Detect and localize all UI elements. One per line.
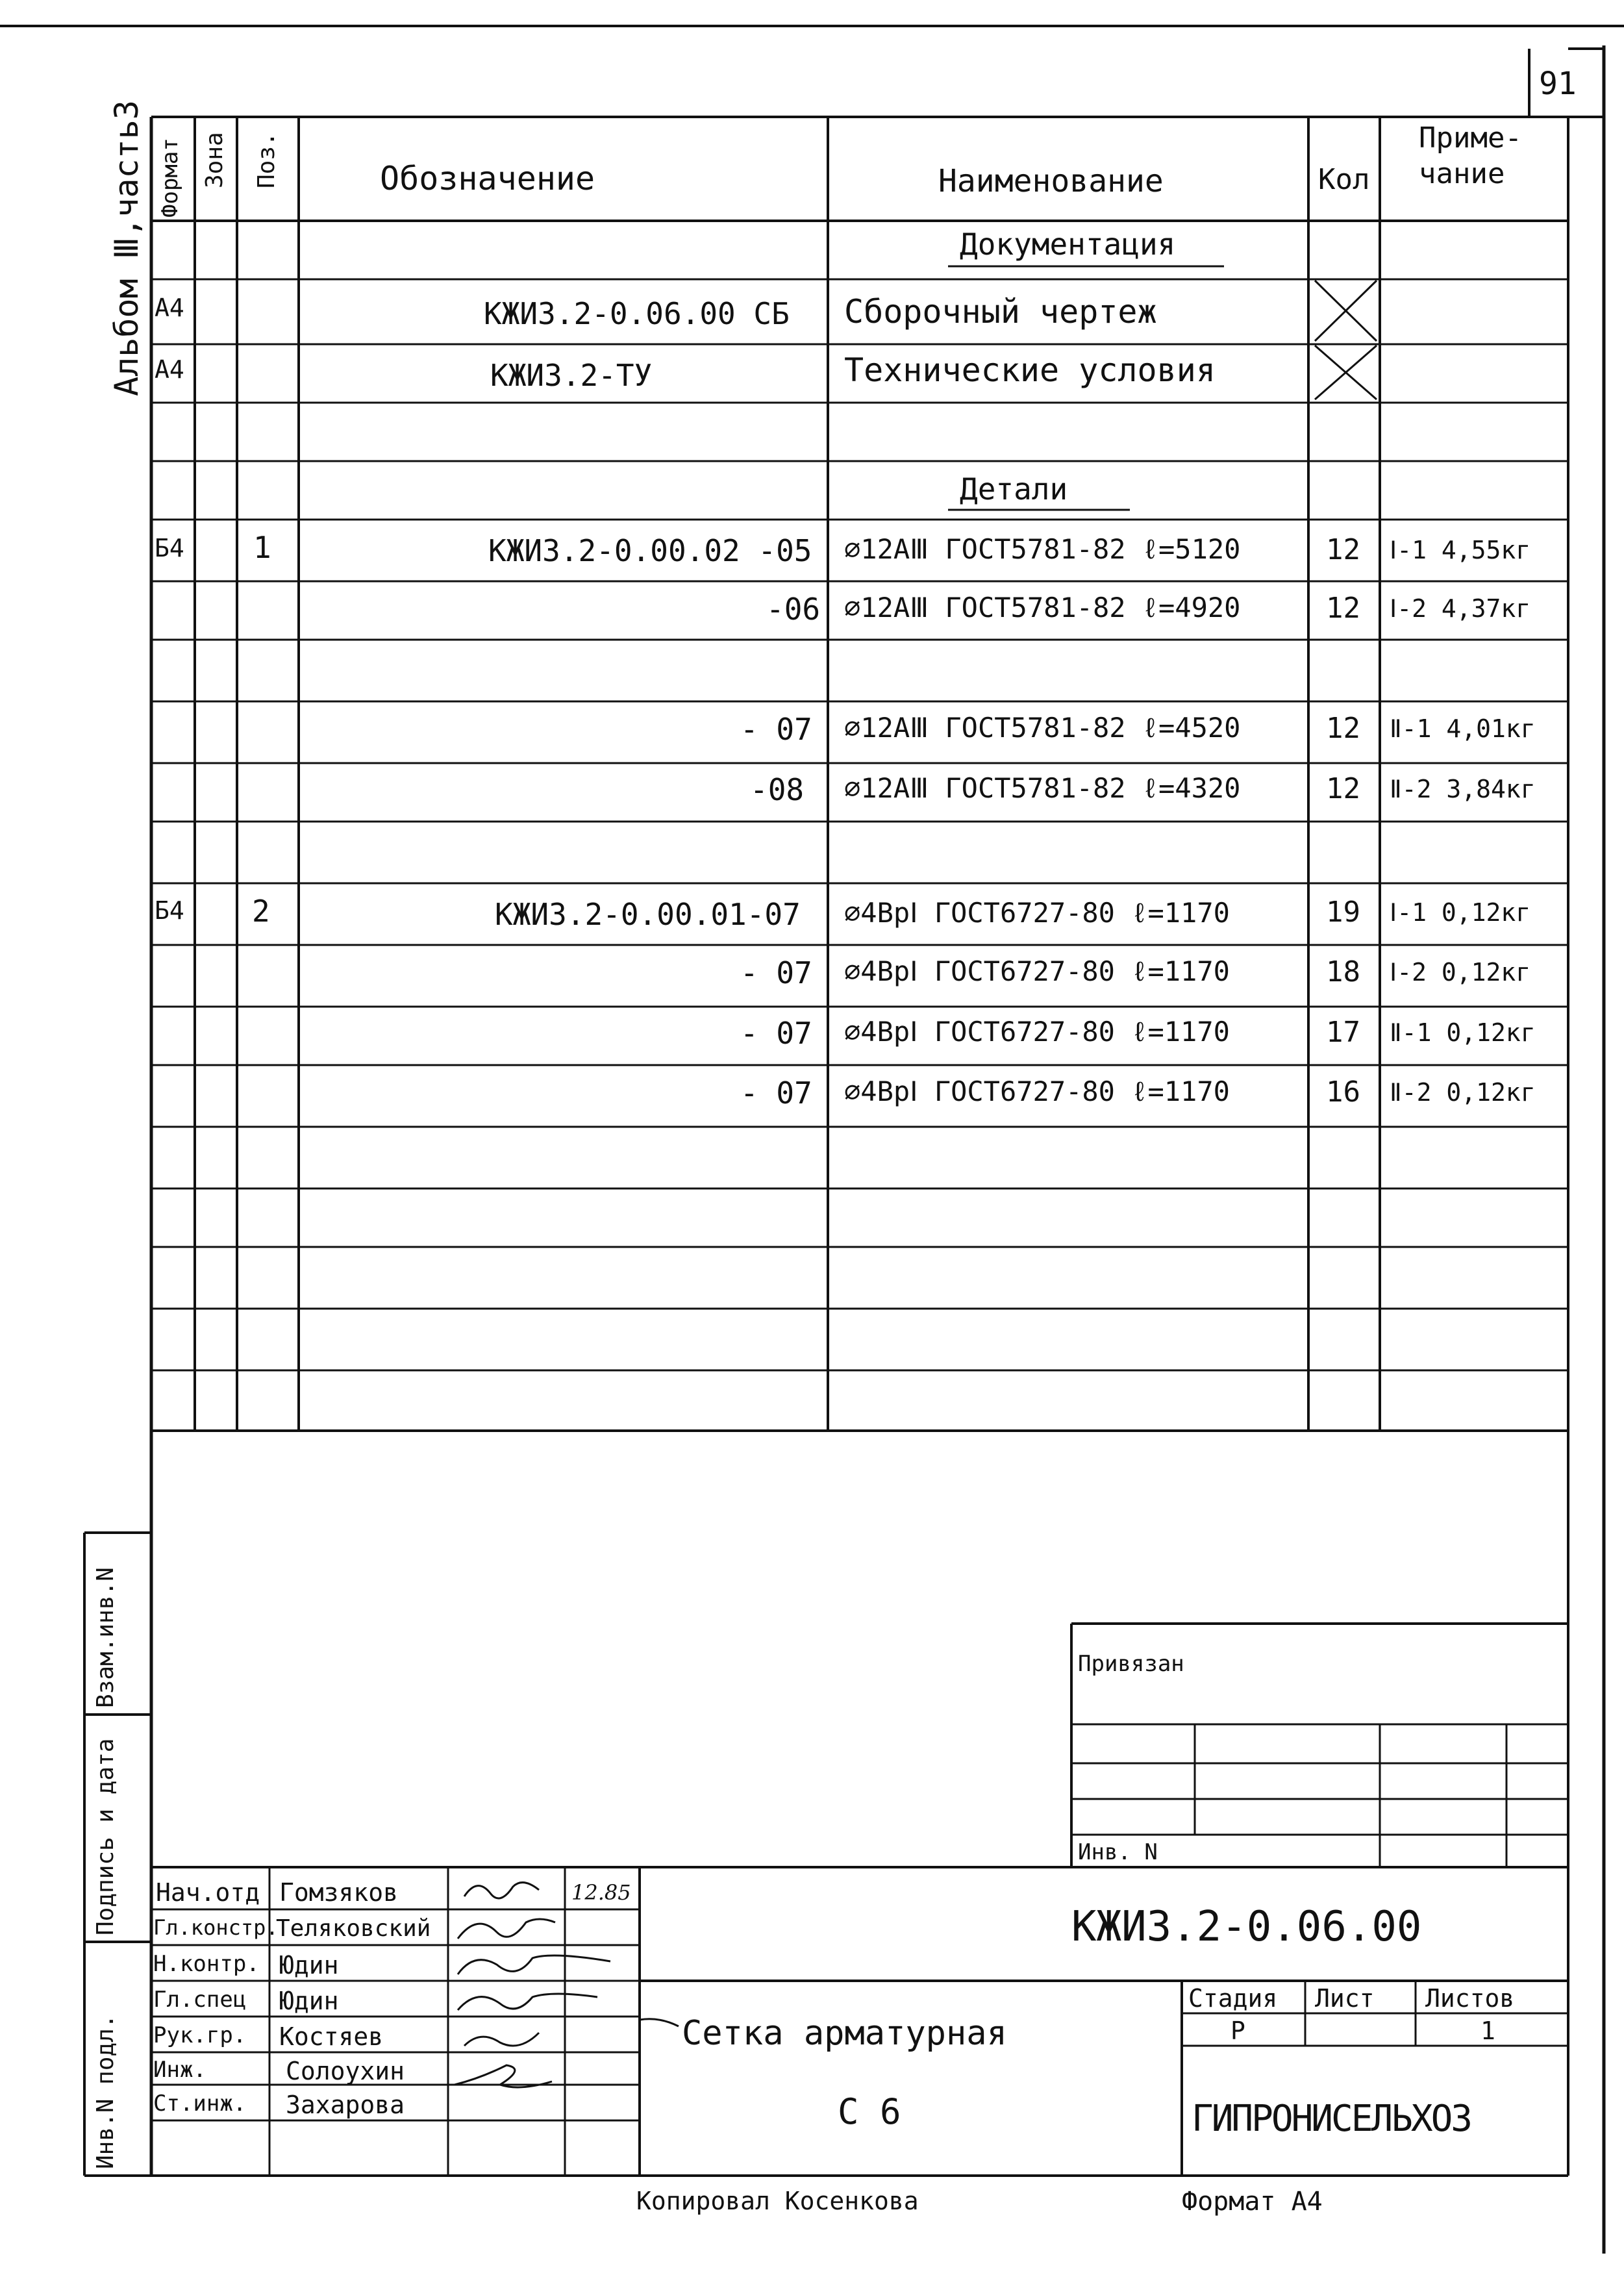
- detail-row-designation: -08: [750, 772, 805, 807]
- detail-row-note: Ⅱ-2 3,84кг: [1390, 775, 1536, 803]
- sheet-label: Лист: [1315, 1984, 1375, 2013]
- doc-row-designation: КЖИ3.2-ТУ: [490, 358, 653, 393]
- role-gl-spec: Гл.спец: [153, 1987, 247, 2013]
- doc-row-format: А4: [155, 294, 184, 322]
- detail-row-designation: - 07: [740, 1016, 812, 1051]
- inv-label: Инв. N: [1078, 1839, 1158, 1865]
- drawing-title: Сетка арматурная: [682, 2014, 1007, 2053]
- detail-row-qty: 12: [1326, 592, 1360, 625]
- detail-row-qty: 18: [1326, 955, 1360, 988]
- detail-row-name: ⌀12АⅢ ГОСТ5781-82 ℓ=4520: [844, 712, 1241, 744]
- doc-row-designation: КЖИ3.2-0.06.00 СБ: [484, 296, 790, 331]
- inv-podl-label: Инв.N подл.: [92, 2014, 119, 2169]
- podpis-data-label: Подпись и дата: [92, 1738, 119, 1935]
- role-gl-konstr: Гл.констр.: [153, 1915, 279, 1940]
- drawing-subtitle: С 6: [838, 2091, 901, 2132]
- person-name: Гомзяков: [279, 1878, 399, 1907]
- detail-row-pos: 1: [253, 530, 271, 565]
- detail-row-designation: КЖИ3.2-0.00.02 -05: [488, 533, 812, 568]
- detail-row-name: ⌀4ВрⅠ ГОСТ6727-80 ℓ=1170: [844, 1016, 1230, 1048]
- detail-row-name: ⌀12АⅢ ГОСТ5781-82 ℓ=5120: [844, 533, 1241, 565]
- doc-row-name: Технические условия: [844, 351, 1216, 389]
- doc-row-format: А4: [155, 355, 184, 384]
- signature-date: 12.85: [571, 1880, 631, 1905]
- detail-row-note: Ⅱ-1 4,01кг: [1390, 714, 1536, 743]
- detail-row-qty: 12: [1326, 772, 1360, 805]
- detail-row-qty: 17: [1326, 1016, 1360, 1049]
- header-name: Наименование: [938, 163, 1164, 199]
- detail-row-name: ⌀12АⅢ ГОСТ5781-82 ℓ=4920: [844, 592, 1241, 623]
- header-format: Формат: [157, 138, 183, 218]
- detail-row-note: Ⅱ-2 0,12кг: [1390, 1078, 1536, 1107]
- detail-row-qty: 12: [1326, 712, 1360, 745]
- copied-by: Копировал Косенкова: [636, 2187, 919, 2215]
- detail-row-name: ⌀4ВрⅠ ГОСТ6727-80 ℓ=1170: [844, 1075, 1230, 1107]
- detail-row-qty: 16: [1326, 1075, 1360, 1109]
- detail-row-designation: КЖИ3.2-0.00.01-07: [495, 897, 801, 932]
- sheets-label: Листов: [1425, 1984, 1515, 2013]
- person-name: Солоухин: [286, 2057, 405, 2085]
- detail-row-qty: 19: [1326, 896, 1360, 929]
- header-designation: Обозначение: [380, 160, 595, 197]
- sheets-value: 1: [1480, 2017, 1495, 2045]
- detail-row-note: Ⅰ-2 0,12кг: [1390, 958, 1531, 987]
- person-name: Теляковский: [276, 1915, 431, 1942]
- header-zone: Зона: [201, 132, 228, 188]
- role-n-kontr: Н.контр.: [153, 1951, 260, 1977]
- detail-row-name: ⌀4ВрⅠ ГОСТ6727-80 ℓ=1170: [844, 897, 1230, 929]
- stage-value: Р: [1230, 2017, 1245, 2045]
- detail-row-note: Ⅰ-1 0,12кг: [1390, 898, 1531, 927]
- sheet-number: 91: [1539, 66, 1577, 102]
- detail-row-name: ⌀4ВрⅠ ГОСТ6727-80 ℓ=1170: [844, 955, 1230, 987]
- role-nach-otd: Нач.отд: [156, 1878, 260, 1907]
- detail-row-name: ⌀12АⅢ ГОСТ5781-82 ℓ=4320: [844, 772, 1241, 804]
- album-side-label: Альбом Ⅲ,часть3: [108, 100, 145, 396]
- person-name: Костяев: [279, 2022, 384, 2051]
- privyazan-label: Привязан: [1078, 1651, 1184, 1677]
- role-ruk-gr: Рук.гр.: [153, 2022, 247, 2048]
- person-name: Юдин: [279, 1951, 339, 1980]
- vzam-inv-label: Взам.инв.N: [92, 1567, 119, 1708]
- header-qty: Кол: [1318, 163, 1370, 196]
- header-pos: Поз.: [253, 132, 280, 188]
- detail-row-designation: - 07: [740, 955, 812, 990]
- detail-row-designation: - 07: [740, 712, 812, 747]
- detail-row-pos: 2: [252, 894, 270, 929]
- section-documentation: Документация: [960, 227, 1176, 262]
- header-note: Приме- чание: [1419, 121, 1522, 190]
- detail-row-note: Ⅰ-1 4,55кг: [1390, 536, 1531, 564]
- stage-label: Стадия: [1188, 1984, 1278, 2013]
- drawing-code: КЖИ3.2-0.06.00: [1071, 1903, 1422, 1951]
- organization-name: ГИПРОНИСЕЛЬХОЗ: [1192, 2098, 1471, 2140]
- person-name: Захарова: [286, 2091, 405, 2119]
- doc-row-name: Сборочный чертеж: [844, 293, 1157, 331]
- detail-row-note: Ⅰ-2 4,37кг: [1390, 594, 1531, 623]
- detail-row-designation: -06: [766, 592, 821, 627]
- detail-row-designation: - 07: [740, 1075, 812, 1111]
- person-name: Юдин: [279, 1987, 339, 2015]
- detail-row-note: Ⅱ-1 0,12кг: [1390, 1018, 1536, 1047]
- detail-row-qty: 12: [1326, 533, 1360, 566]
- detail-row-format: Б4: [155, 534, 184, 562]
- section-details: Детали: [960, 471, 1068, 507]
- role-inzh: Инж.: [153, 2057, 206, 2083]
- role-st-inzh: Ст.инж.: [153, 2091, 247, 2117]
- paper-format: Формат А4: [1182, 2187, 1323, 2217]
- detail-row-format: Б4: [155, 896, 184, 925]
